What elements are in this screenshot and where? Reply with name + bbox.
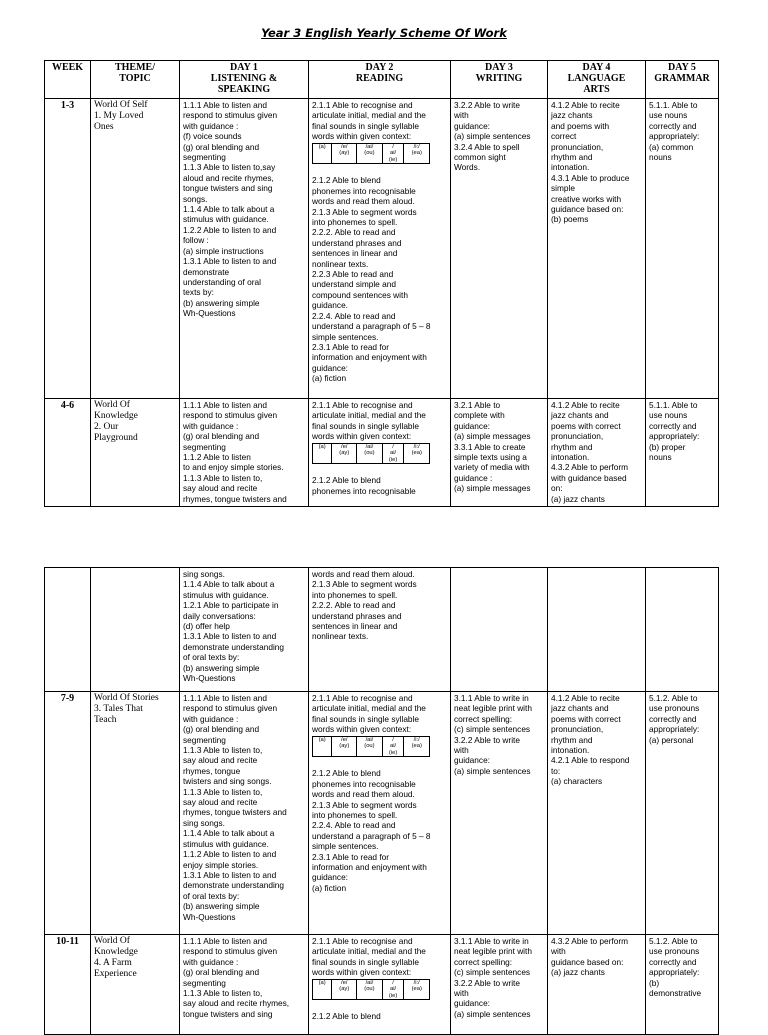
phonics-cell: / ai/ (ie) [382, 736, 404, 757]
table-row [45, 399, 719, 507]
scheme-table-page-1 [44, 60, 719, 507]
table-row [45, 935, 719, 1035]
day3-cell: 3.2.1 Able to complete with guidance: (a) simple messages 3.3.1 Able to create simple texts using a variety of media with guidance : (a) simple messages [451, 399, 548, 507]
day5-cell: 5.1.1. Able to use nouns correctly and appropriately: (a) common nouns [646, 99, 719, 399]
day2-cell: words and read them aloud. 2.1.3 Able to segment words into phonemes to spell. 2.2.2. Able to read and understand phrases and sentences in linear and nonlinear texts. [309, 568, 451, 692]
table-row [45, 99, 719, 399]
day4-cell [548, 568, 646, 692]
phonics-cell: /ai/ (ou) [357, 143, 383, 164]
week-cell [45, 568, 91, 692]
phonics-cell: /i:/ (ea) [404, 143, 430, 164]
phonics-table [312, 143, 430, 165]
theme-cell [91, 568, 180, 692]
phonics-cell: (a) [313, 143, 332, 164]
day2-cell [309, 99, 451, 399]
phonics-table [312, 443, 430, 465]
header-week-label: WEEK [51, 62, 84, 73]
phonics-cell: /e/ (ay) [332, 443, 357, 464]
day4-cell: 4.1.2 Able to recite jazz chants and poems with correct pronunciation, rhythm and intonation. 4.2.1 Able to respond to: (a) characters [548, 692, 646, 935]
day2-cell [309, 692, 451, 935]
day1-cell: 1.1.1 Able to listen and respond to stimulus given with guidance : (g) oral blending and segmenting 1.1.3 Able to listen to, say aloud and recite rhymes, tongue twisters and sing [180, 935, 309, 1035]
header-day3-label: DAY 3 [485, 62, 513, 73]
header-day1-label: DAY 1 [230, 62, 258, 73]
header-theme [91, 61, 180, 99]
phonics-cell: (a) [313, 736, 332, 757]
header-day5-label: DAY 5 [668, 62, 696, 73]
header-day4-subject: LANGUAGE ARTS [567, 73, 626, 95]
day4-cell: 4.1.2 Able to recite jazz chants and poems with correct pronunciation, rhythm and intonation. 4.3.2 Able to perform with guidance based on: (a) jazz chants [548, 399, 646, 507]
header-day3 [451, 61, 548, 99]
header-day5 [646, 61, 719, 99]
theme-cell: World Of Stories 3. Tales That Teach [91, 692, 180, 935]
day2-text-a: 2.1.1 Able to recognise and articulate initial, medial and the final sounds in single syllable words within given context: [312, 100, 426, 142]
phonics-cell: /ai/ (ou) [357, 443, 383, 464]
header-theme-label: THEME/ TOPIC [114, 62, 155, 84]
day2-text-b: 2.1.2 Able to blend phonemes into recognisable [312, 475, 416, 496]
header-day2-label: DAY 2 [365, 62, 394, 73]
header-row [45, 61, 719, 99]
table-row [45, 568, 719, 692]
phonics-table [312, 979, 430, 1001]
week-cell: 4-6 [45, 399, 91, 507]
day5-cell: 5.1.1. Able to use nouns correctly and appropriately: (b) proper nouns [646, 399, 719, 507]
day1-cell: 1.1.1 Able to listen and respond to stimulus given with guidance : (f) voice sounds (g) oral blending and segmenting 1.1.3 Able to listen to,say aloud and recite rhymes, tongue twisters and sing songs. 1.1.4 Able to talk about a stimulus with guidance. 1.2.2 Able to listen to and follow : (a) simple instructions 1.3.1 Able to listen to and demonstrate understanding of oral texts by: (b) answering simple Wh-Questions [180, 99, 309, 399]
header-day4 [548, 61, 646, 99]
day5-cell: 5.1.2. Able to use pronouns correctly and appropriately: (b) demonstrative [646, 935, 719, 1035]
phonics-cell: /e/ (ay) [332, 736, 357, 757]
phonics-cell: (a) [313, 979, 332, 1000]
day5-cell: 5.1.2. Able to use pronouns correctly and appropriately: (a) personal [646, 692, 719, 935]
header-day1-subject: LISTENING & SPEAKING [210, 73, 278, 95]
day2-cell [309, 935, 451, 1035]
day4-cell: 4.1.2 Able to recite jazz chants and poems with correct pronunciation, rhythm and intonation. 4.3.1 Able to produce simple creative works with guidance based on: (b) poems [548, 99, 646, 399]
header-day2 [309, 61, 451, 99]
day5-cell [646, 568, 719, 692]
phonics-table [312, 736, 430, 758]
header-day5-subject: GRAMMAR [654, 73, 710, 84]
day3-cell: 3.1.1 Able to write in neat legible print with correct spelling: (c) simple sentences 3.2.2 Able to write with guidance: (a) simple sentences [451, 692, 548, 935]
header-day3-subject: WRITING [475, 73, 523, 84]
day1-cell: sing songs. 1.1.4 Able to talk about a stimulus with guidance. 1.2.1 Able to participate in daily conversations: (d) offer help 1.3.1 Able to listen to and demonstrate understanding of oral texts by: (b) answering simple Wh-Questions [180, 568, 309, 692]
header-week [45, 61, 91, 99]
theme-cell: World Of Self 1. My Loved Ones [91, 99, 180, 399]
day2-text-a: 2.1.1 Able to recognise and articulate initial, medial and the final sounds in single syllable words within given context: [312, 693, 426, 735]
day2-text-b: 2.1.2 Able to blend phonemes into recognisable words and read them aloud. 2.1.3 Able to segment words into phonemes to spell. 2.2.4. Able to read and understand a paragraph of 5 – 8 simple sentences. 2.3.1 Able to read for information and enjoyment with guidance: (a) fiction [312, 768, 431, 893]
document-title: Year 3 English Yearly Scheme Of Work [261, 26, 507, 40]
table-row [45, 692, 719, 935]
phonics-cell: /i:/ (ea) [404, 736, 430, 757]
theme-cell: World Of Knowledge 2. Our Playground [91, 399, 180, 507]
day4-cell: 4.3.2 Able to perform with guidance based on: (a) jazz chants [548, 935, 646, 1035]
day1-cell: 1.1.1 Able to listen and respond to stimulus given with guidance : (g) oral blending and segmenting 1.1.3 Able to listen to, say aloud and recite rhymes, tongue twisters and sing songs. 1.1.3 Able to listen to, say aloud and recite rhymes, tongue twisters and sing songs. 1.1.4 Able to talk about a stimulus with guidance. 1.1.2 Able to listen to and enjoy simple stories. 1.3.1 Able to listen to and demonstrate understanding of oral texts by: (b) answering simple Wh-Questions [180, 692, 309, 935]
header-day2-subject: READING [355, 73, 404, 84]
phonics-cell: /ai/ (ou) [357, 979, 383, 1000]
phonics-cell: /e/ (ay) [332, 979, 357, 1000]
phonics-cell: /i:/ (ea) [404, 443, 430, 464]
day3-cell: 3.2.2 Able to write with guidance: (a) simple sentences 3.2.4 Able to spell common sight Words. [451, 99, 548, 399]
phonics-cell: /ai/ (ou) [357, 736, 383, 757]
phonics-cell: / ai/ (ie) [382, 443, 404, 464]
phonics-cell: /i:/ (ea) [404, 979, 430, 1000]
week-cell: 1-3 [45, 99, 91, 399]
scheme-table-page-2 [44, 567, 719, 1035]
header-day1 [180, 61, 309, 99]
phonics-cell: /e/ (ay) [332, 143, 357, 164]
week-cell: 7-9 [45, 692, 91, 935]
day2-text-b: 2.1.2 Able to blend [312, 1011, 381, 1022]
phonics-cell: / ai/ (ie) [382, 143, 404, 164]
phonics-cell: / ai/ (ie) [382, 979, 404, 1000]
header-day4-label: DAY 4 [582, 62, 611, 73]
phonics-cell: (a) [313, 443, 332, 464]
day2-text-a: 2.1.1 Able to recognise and articulate initial, medial and the final sounds in single syllable words within given context: [312, 400, 426, 442]
day1-cell: 1.1.1 Able to listen and respond to stimulus given with guidance : (g) oral blending and segmenting 1.1.2 Able to listen to and enjoy simple stories. 1.1.3 Able to listen to, say aloud and recite rhymes, tongue twisters and [180, 399, 309, 507]
day2-cell [309, 399, 451, 507]
theme-cell: World Of Knowledge 4. A Farm Experience [91, 935, 180, 1035]
day2-text-a: 2.1.1 Able to recognise and articulate initial, medial and the final sounds in single syllable words within given context: [312, 936, 426, 978]
day3-cell [451, 568, 548, 692]
day2-text-b: 2.1.2 Able to blend phonemes into recognisable words and read them aloud. 2.1.3 Able to segment words into phonemes to spell. 2.2.2. Able to read and understand phrases and sentences in linear and nonlinear texts. 2.2.3 Able to read and understand simple and compound sentences with guidance. 2.2.4. Able to read and understand a paragraph of 5 – 8 simple sentences. 2.3.1 Able to read for information and enjoyment with guidance: (a) fiction [312, 175, 431, 384]
week-cell: 10-11 [45, 935, 91, 1035]
day3-cell: 3.1.1 Able to write in neat legible print with correct spelling: (c) simple sentences 3.2.2 Able to write with guidance: (a) simple sentences [451, 935, 548, 1035]
